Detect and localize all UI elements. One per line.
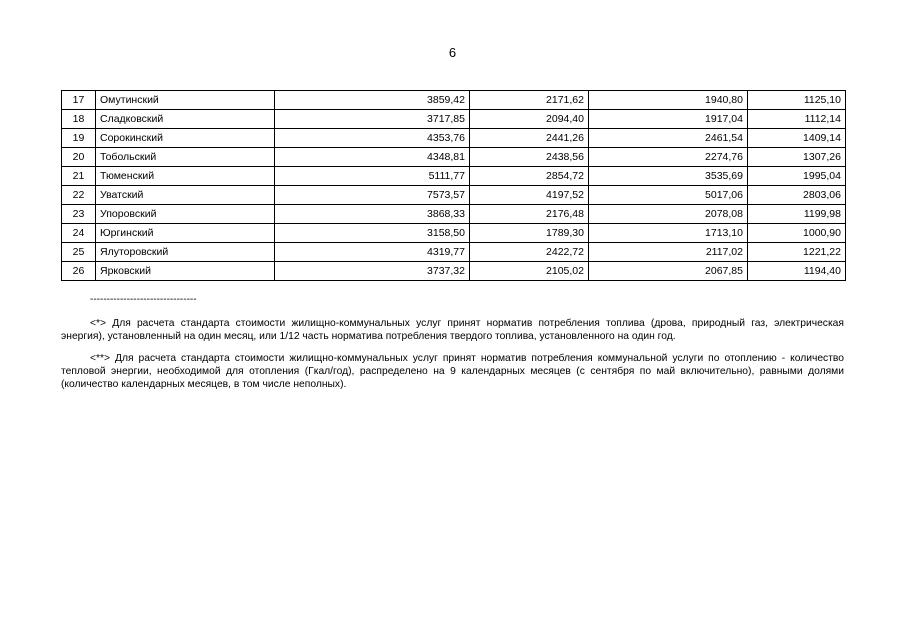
value-1-cell: 7573,57 <box>275 186 470 205</box>
table-body <box>62 91 846 281</box>
value-1-cell: 3737,32 <box>275 262 470 281</box>
row-number-cell: 20 <box>62 148 96 167</box>
district-name-cell: Ялуторовский <box>96 243 275 262</box>
table-row <box>62 186 846 205</box>
district-name-cell: Юргинский <box>96 224 275 243</box>
row-number-cell: 26 <box>62 262 96 281</box>
district-name-cell: Сорокинский <box>96 129 275 148</box>
row-number-cell: 18 <box>62 110 96 129</box>
value-1-cell: 3859,42 <box>275 91 470 110</box>
value-4-cell: 1194,40 <box>748 262 846 281</box>
value-1-cell: 4348,81 <box>275 148 470 167</box>
value-3-cell: 1713,10 <box>589 224 748 243</box>
footnote-separator: -------------------------------- <box>90 294 197 305</box>
value-1-cell: 4319,77 <box>275 243 470 262</box>
value-4-cell: 1409,14 <box>748 129 846 148</box>
value-3-cell: 1940,80 <box>589 91 748 110</box>
row-number-cell: 22 <box>62 186 96 205</box>
value-4-cell: 1112,14 <box>748 110 846 129</box>
district-name-cell: Тюменский <box>96 167 275 186</box>
value-2-cell: 2176,48 <box>470 205 589 224</box>
row-number-cell: 23 <box>62 205 96 224</box>
value-1-cell: 4353,76 <box>275 129 470 148</box>
value-4-cell: 1125,10 <box>748 91 846 110</box>
value-2-cell: 2422,72 <box>470 243 589 262</box>
district-name-cell: Упоровский <box>96 205 275 224</box>
value-4-cell: 2803,06 <box>748 186 846 205</box>
table-row <box>62 148 846 167</box>
value-3-cell: 5017,06 <box>589 186 748 205</box>
table-row <box>62 243 846 262</box>
value-4-cell: 1995,04 <box>748 167 846 186</box>
value-1-cell: 3868,33 <box>275 205 470 224</box>
value-2-cell: 2441,26 <box>470 129 589 148</box>
value-3-cell: 3535,69 <box>589 167 748 186</box>
table-row <box>62 205 846 224</box>
district-name-cell: Тобольский <box>96 148 275 167</box>
data-table <box>61 90 846 281</box>
value-2-cell: 2854,72 <box>470 167 589 186</box>
table-row <box>62 262 846 281</box>
value-3-cell: 2274,76 <box>589 148 748 167</box>
row-number-cell: 25 <box>62 243 96 262</box>
district-name-cell: Уватский <box>96 186 275 205</box>
value-1-cell: 3158,50 <box>275 224 470 243</box>
value-2-cell: 1789,30 <box>470 224 589 243</box>
table-row <box>62 110 846 129</box>
footnote-1: <*> Для расчета стандарта стоимости жилищно-коммунальных услуг принят норматив потребления топлива (дрова, природный газ, электрическая энергия), установленный на один месяц, или 1/12 часть норматива потребления твердого топлива, установленного на один год. <box>61 318 844 342</box>
table-row <box>62 91 846 110</box>
value-4-cell: 1000,90 <box>748 224 846 243</box>
value-3-cell: 2078,08 <box>589 205 748 224</box>
table-row <box>62 129 846 148</box>
value-2-cell: 2105,02 <box>470 262 589 281</box>
value-3-cell: 2461,54 <box>589 129 748 148</box>
value-3-cell: 2117,02 <box>589 243 748 262</box>
row-number-cell: 19 <box>62 129 96 148</box>
value-1-cell: 3717,85 <box>275 110 470 129</box>
table-row <box>62 167 846 186</box>
value-4-cell: 1307,26 <box>748 148 846 167</box>
footnote-2: <**> Для расчета стандарта стоимости жилищно-коммунальных услуг принят норматив потребления коммунальной услуги по отоплению - количество тепловой энергии, необходимой для отопления (Гкал/год), распределено на 9 календарных месяцев (с сентября по май включительно), равными долями (количество календарных месяцев, в том числе неполных). <box>61 353 844 390</box>
value-3-cell: 2067,85 <box>589 262 748 281</box>
value-4-cell: 1199,98 <box>748 205 846 224</box>
value-2-cell: 4197,52 <box>470 186 589 205</box>
district-name-cell: Омутинский <box>96 91 275 110</box>
row-number-cell: 17 <box>62 91 96 110</box>
value-2-cell: 2438,56 <box>470 148 589 167</box>
district-name-cell: Сладковский <box>96 110 275 129</box>
value-4-cell: 1221,22 <box>748 243 846 262</box>
district-name-cell: Ярковский <box>96 262 275 281</box>
value-2-cell: 2094,40 <box>470 110 589 129</box>
row-number-cell: 21 <box>62 167 96 186</box>
value-2-cell: 2171,62 <box>470 91 589 110</box>
row-number-cell: 24 <box>62 224 96 243</box>
value-3-cell: 1917,04 <box>589 110 748 129</box>
table-row <box>62 224 846 243</box>
value-1-cell: 5111,77 <box>275 167 470 186</box>
page-number: 6 <box>448 45 457 60</box>
